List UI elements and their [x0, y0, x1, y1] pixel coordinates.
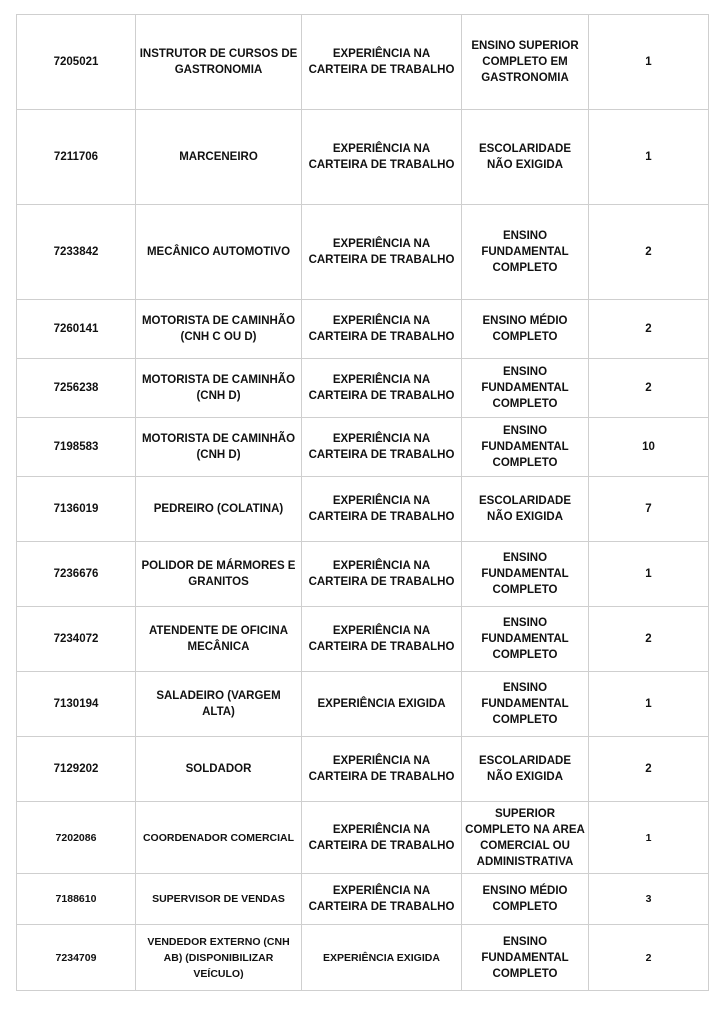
job-code-cell: 7234072 — [17, 607, 136, 672]
table-row — [17, 874, 709, 925]
job-vacancies-cell: 2 — [589, 737, 709, 802]
job-experience-cell: EXPERIÊNCIA NA CARTEIRA DE TRABALHO — [302, 737, 462, 802]
table-row — [17, 477, 709, 542]
job-education-cell: ENSINO FUNDAMENTAL COMPLETO — [462, 925, 589, 991]
table-row — [17, 607, 709, 672]
job-code-cell: 7234709 — [17, 925, 136, 991]
job-role-cell: SALADEIRO (VARGEM ALTA) — [136, 672, 302, 737]
job-code-cell: 7202086 — [17, 802, 136, 874]
job-education-cell: ENSINO FUNDAMENTAL COMPLETO — [462, 672, 589, 737]
job-role-cell: PEDREIRO (COLATINA) — [136, 477, 302, 542]
job-role-cell: POLIDOR DE MÁRMORES E GRANITOS — [136, 542, 302, 607]
job-education-cell: ESCOLARIDADE NÃO EXIGIDA — [462, 110, 589, 205]
job-experience-cell: EXPERIÊNCIA NA CARTEIRA DE TRABALHO — [302, 874, 462, 925]
job-experience-cell: EXPERIÊNCIA NA CARTEIRA DE TRABALHO — [302, 300, 462, 359]
job-vacancies-cell: 2 — [589, 205, 709, 300]
job-education-cell: ENSINO FUNDAMENTAL COMPLETO — [462, 418, 589, 477]
job-vacancies-table — [16, 14, 709, 991]
table-row — [17, 802, 709, 874]
job-role-cell: SUPERVISOR DE VENDAS — [136, 874, 302, 925]
job-role-cell: MOTORISTA DE CAMINHÃO (CNH C OU D) — [136, 300, 302, 359]
job-code-cell: 7129202 — [17, 737, 136, 802]
job-vacancies-cell: 1 — [589, 542, 709, 607]
job-vacancies-cell: 2 — [589, 300, 709, 359]
job-vacancies-cell: 1 — [589, 802, 709, 874]
table-row — [17, 205, 709, 300]
job-education-cell: ESCOLARIDADE NÃO EXIGIDA — [462, 737, 589, 802]
job-vacancies-cell: 2 — [589, 607, 709, 672]
table-row — [17, 737, 709, 802]
job-role-cell: MARCENEIRO — [136, 110, 302, 205]
job-education-cell: ENSINO FUNDAMENTAL COMPLETO — [462, 359, 589, 418]
table-row — [17, 925, 709, 991]
job-experience-cell: EXPERIÊNCIA NA CARTEIRA DE TRABALHO — [302, 15, 462, 110]
job-experience-cell: EXPERIÊNCIA NA CARTEIRA DE TRABALHO — [302, 802, 462, 874]
job-vacancies-cell: 1 — [589, 15, 709, 110]
job-experience-cell: EXPERIÊNCIA NA CARTEIRA DE TRABALHO — [302, 110, 462, 205]
table-row — [17, 359, 709, 418]
job-education-cell: ENSINO FUNDAMENTAL COMPLETO — [462, 542, 589, 607]
table-row — [17, 300, 709, 359]
job-code-cell: 7211706 — [17, 110, 136, 205]
job-experience-cell: EXPERIÊNCIA NA CARTEIRA DE TRABALHO — [302, 477, 462, 542]
job-education-cell: ENSINO SUPERIOR COMPLETO EM GASTRONOMIA — [462, 15, 589, 110]
job-role-cell: MECÂNICO AUTOMOTIVO — [136, 205, 302, 300]
job-experience-cell: EXPERIÊNCIA NA CARTEIRA DE TRABALHO — [302, 359, 462, 418]
job-vacancies-cell: 10 — [589, 418, 709, 477]
job-code-cell: 7233842 — [17, 205, 136, 300]
job-vacancies-cell: 3 — [589, 874, 709, 925]
job-code-cell: 7130194 — [17, 672, 136, 737]
job-role-cell: SOLDADOR — [136, 737, 302, 802]
job-experience-cell: EXPERIÊNCIA EXIGIDA — [302, 925, 462, 991]
job-code-cell: 7236676 — [17, 542, 136, 607]
job-experience-cell: EXPERIÊNCIA NA CARTEIRA DE TRABALHO — [302, 205, 462, 300]
job-vacancies-cell: 7 — [589, 477, 709, 542]
job-vacancies-cell: 2 — [589, 925, 709, 991]
job-education-cell: ENSINO MÉDIO COMPLETO — [462, 300, 589, 359]
job-code-cell: 7205021 — [17, 15, 136, 110]
job-education-cell: ENSINO MÉDIO COMPLETO — [462, 874, 589, 925]
job-role-cell: MOTORISTA DE CAMINHÃO (CNH D) — [136, 359, 302, 418]
job-experience-cell: EXPERIÊNCIA NA CARTEIRA DE TRABALHO — [302, 418, 462, 477]
job-role-cell: INSTRUTOR DE CURSOS DE GASTRONOMIA — [136, 15, 302, 110]
job-code-cell: 7260141 — [17, 300, 136, 359]
job-vacancies-cell: 1 — [589, 110, 709, 205]
job-code-cell: 7198583 — [17, 418, 136, 477]
job-vacancies-cell: 2 — [589, 359, 709, 418]
job-code-cell: 7188610 — [17, 874, 136, 925]
job-experience-cell: EXPERIÊNCIA EXIGIDA — [302, 672, 462, 737]
job-vacancies-cell: 1 — [589, 672, 709, 737]
job-education-cell: ENSINO FUNDAMENTAL COMPLETO — [462, 205, 589, 300]
table-row — [17, 110, 709, 205]
table-row — [17, 672, 709, 737]
job-education-cell: SUPERIOR COMPLETO NA AREA COMERCIAL OU ADMINISTRATIVA — [462, 802, 589, 874]
table-row — [17, 418, 709, 477]
job-education-cell: ESCOLARIDADE NÃO EXIGIDA — [462, 477, 589, 542]
job-experience-cell: EXPERIÊNCIA NA CARTEIRA DE TRABALHO — [302, 607, 462, 672]
table-row — [17, 542, 709, 607]
job-code-cell: 7136019 — [17, 477, 136, 542]
job-role-cell: ATENDENTE DE OFICINA MECÂNICA — [136, 607, 302, 672]
job-role-cell: COORDENADOR COMERCIAL — [136, 802, 302, 874]
job-experience-cell: EXPERIÊNCIA NA CARTEIRA DE TRABALHO — [302, 542, 462, 607]
job-role-cell: MOTORISTA DE CAMINHÃO (CNH D) — [136, 418, 302, 477]
table-row — [17, 15, 709, 110]
job-role-cell: VENDEDOR EXTERNO (CNH AB) (DISPONIBILIZAR VEÍCULO) — [136, 925, 302, 991]
job-education-cell: ENSINO FUNDAMENTAL COMPLETO — [462, 607, 589, 672]
job-listing-page — [16, 14, 708, 991]
job-code-cell: 7256238 — [17, 359, 136, 418]
